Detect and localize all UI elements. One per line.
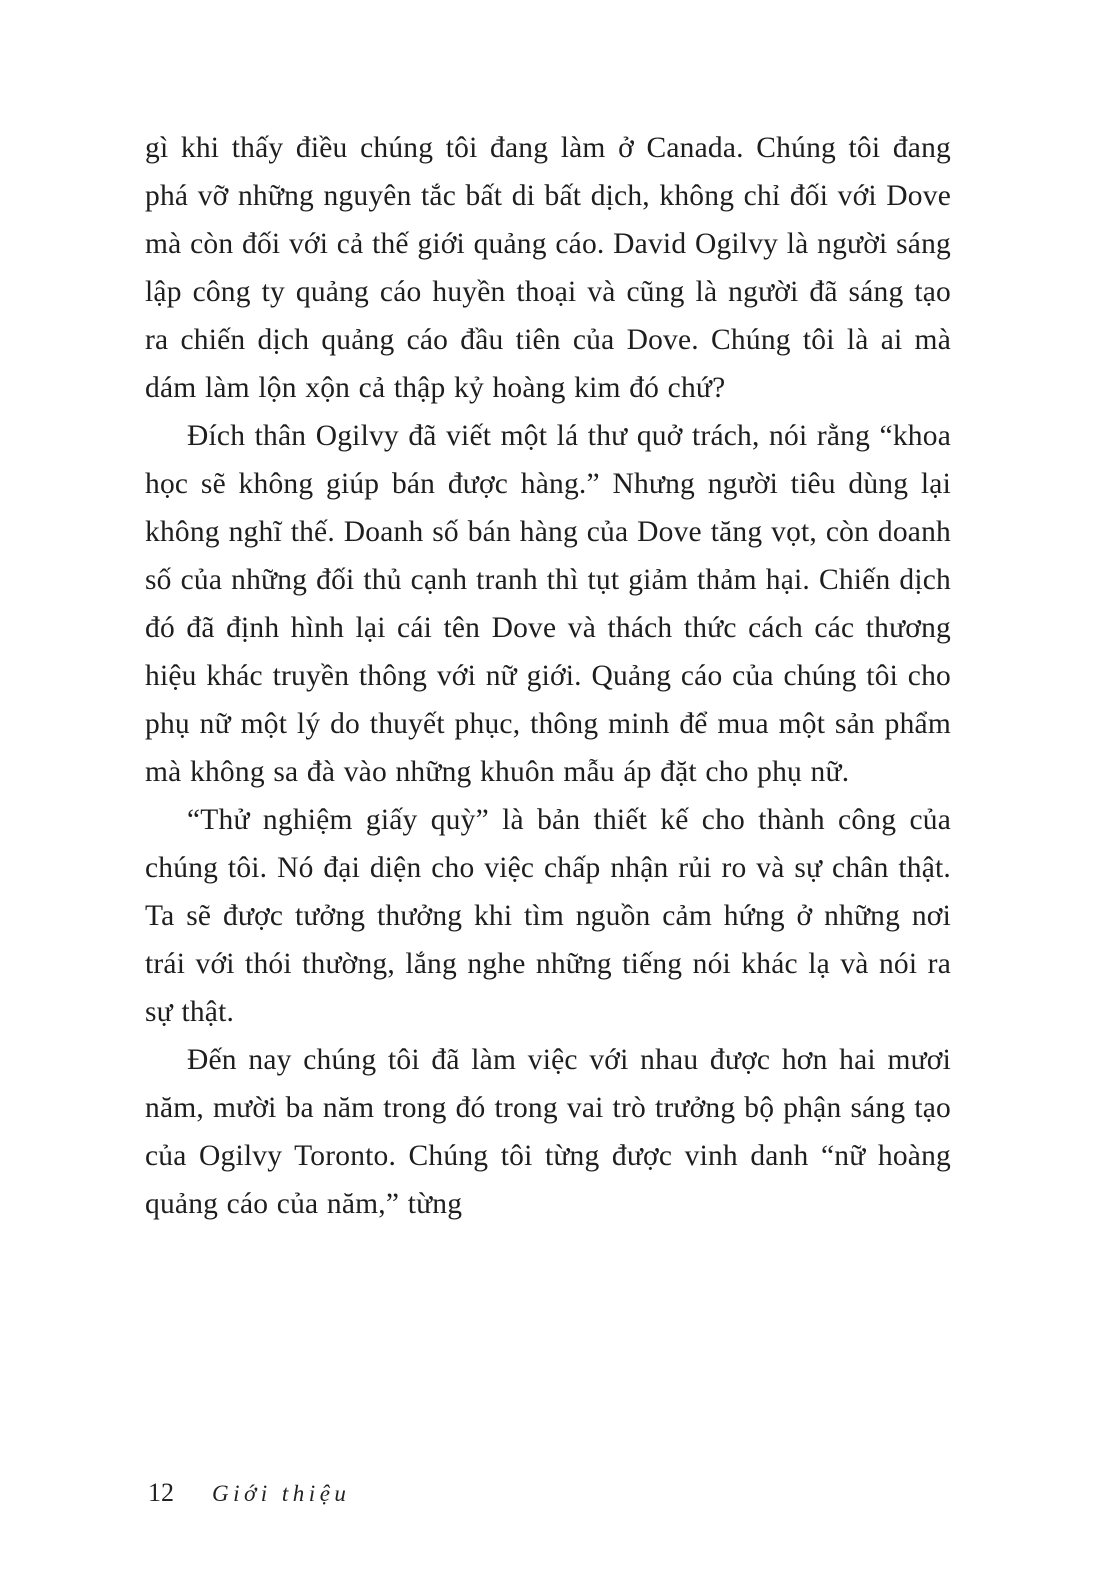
paragraph: Đích thân Ogilvy đã viết một lá thư quở trách, nói rằng “khoa học sẽ không giúp bán được hàng.” Nhưng người tiêu dùng lại không nghĩ thế. Doanh số bán hàng của Dove tăng vọt, còn doanh số của những đối thủ cạnh tranh thì tụt giảm thảm hại. Chiến dịch đó đã định hình lại cái tên Dove và thách thức cách các thương hiệu khác truyền thông với nữ giới. Quảng cáo của chúng tôi cho phụ nữ một lý do thuyết phục, thông minh để mua một sản phẩm mà không sa đà vào những khuôn mẫu áp đặt cho phụ nữ. xyxy=(145,420,951,788)
page-body-text xyxy=(145,124,951,1228)
paragraph: gì khi thấy điều chúng tôi đang làm ở Canada. Chúng tôi đang phá vỡ những nguyên tắc bất di bất dịch, không chỉ đối với Dove mà còn đối với cả thế giới quảng cáo. David Ogilvy là người sáng lập công ty quảng cáo huyền thoại và cũng là người đã sáng tạo ra chiến dịch quảng cáo đầu tiên của Dove. Chúng tôi là ai mà dám làm lộn xộn cả thập kỷ hoàng kim đó chứ? xyxy=(145,132,951,404)
paragraph: “Thử nghiệm giấy quỳ” là bản thiết kế cho thành công của chúng tôi. Nó đại diện cho việc chấp nhận rủi ro và sự chân thật. Ta sẽ được tưởng thưởng khi tìm nguồn cảm hứng ở những nơi trái với thói thường, lắng nghe những tiếng nói khác lạ và nói ra sự thật. xyxy=(145,804,951,1028)
page-number: 12 xyxy=(148,1478,174,1507)
page-footer xyxy=(148,1478,350,1508)
paragraph: Đến nay chúng tôi đã làm việc với nhau được hơn hai mươi năm, mười ba năm trong đó trong vai trò trưởng bộ phận sáng tạo của Ogilvy Toronto. Chúng tôi từng được vinh danh “nữ hoàng quảng cáo của năm,” từng xyxy=(145,1044,951,1220)
section-title: Giới thiệu xyxy=(212,1481,351,1506)
